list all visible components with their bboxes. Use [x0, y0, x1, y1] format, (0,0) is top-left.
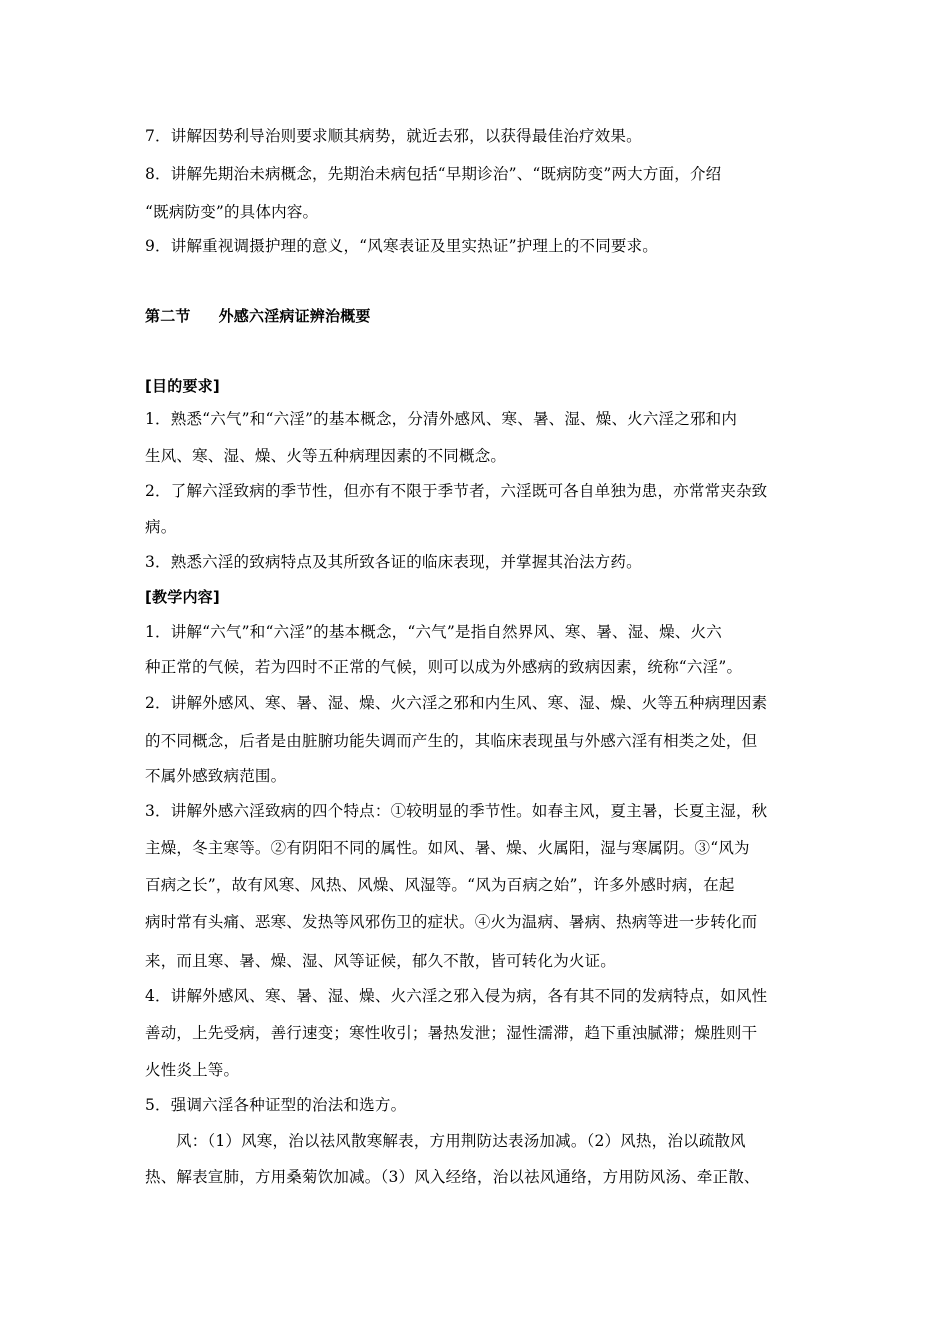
objectives-line: 病。: [145, 518, 177, 536]
teaching-line: 火性炎上等。: [145, 1061, 240, 1079]
wind-line-1: 风：（1）风寒，治以祛风散寒解表，方用荆防达表汤加减。（2）风热，治以疏散风: [176, 1132, 746, 1150]
teaching-line: 1．讲解“六气”和“六淫”的基本概念，“六气”是指自然界风、寒、暑、湿、燥、火六: [145, 623, 722, 641]
item-7: 7．讲解因势利导治则要求顺其病势，就近去邪，以获得最佳治疗效果。: [145, 127, 642, 145]
teaching-line: 2．讲解外感风、寒、暑、湿、燥、火六淫之邪和内生风、寒、湿、燥、火等五种病理因素: [145, 694, 768, 712]
teaching-line: 4．讲解外感风、寒、暑、湿、燥、火六淫之邪入侵为病，各有其不同的发病特点，如风性: [145, 987, 768, 1005]
objectives-line: 3．熟悉六淫的致病特点及其所致各证的临床表现，并掌握其治法方药。: [145, 553, 642, 571]
section-number: 第二节: [145, 307, 191, 325]
section-heading: [145, 305, 810, 327]
objectives-line: 1．熟悉“六气”和“六淫”的基本概念，分清外感风、寒、暑、湿、燥、火六淫之邪和内: [145, 410, 738, 428]
objectives-line: 2．了解六淫致病的季节性，但亦有不限于季节者，六淫既可各自单独为患，亦常常夹杂致: [145, 482, 768, 500]
teaching-line: 百病之长”，故有风寒、风热、风燥、风湿等。“风为百病之始”，许多外感时病，在起: [145, 876, 735, 894]
objectives-heading: [目的要求]: [145, 377, 220, 395]
teaching-heading: [教学内容]: [145, 588, 220, 606]
teaching-line: 来，而且寒、暑、燥、湿、风等证候，郁久不散，皆可转化为火证。: [145, 952, 617, 970]
item-8-line-2: “既病防变”的具体内容。: [145, 203, 319, 221]
teaching-line: 3．讲解外感六淫致病的四个特点：①较明显的季节性。如春主风，夏主暑，长夏主湿，秋: [145, 802, 768, 820]
objectives-line: 生风、寒、湿、燥、火等五种病理因素的不同概念。: [145, 447, 507, 465]
teaching-line: 不属外感致病范围。: [145, 767, 287, 785]
teaching-line: 主燥，冬主寒等。②有阴阳不同的属性。如风、暑、燥、火属阳，湿与寒属阴。③“风为: [145, 839, 750, 857]
teaching-line: 病时常有头痛、恶寒、发热等风邪伤卫的症状。④火为温病、暑病、热病等进一步转化而: [145, 913, 758, 931]
teaching-line: 5．强调六淫各种证型的治法和选方。: [145, 1096, 407, 1114]
item-8-line-1: 8．讲解先期治未病概念，先期治未病包括“早期诊治”、“既病防变”两大方面，介绍: [145, 165, 722, 183]
teaching-line: 种正常的气候，若为四时不正常的气候，则可以成为外感病的致病因素，统称“六淫”。: [145, 658, 743, 676]
section-title: 外感六淫病证辨治概要: [218, 307, 371, 325]
teaching-line: 的不同概念，后者是由脏腑功能失调而产生的，其临床表现虽与外感六淫有相类之处，但: [145, 732, 758, 750]
teaching-line: 善动，上先受病，善行速变；寒性收引；暑热发泄；湿性濡滞，趋下重浊腻滞；燥胜则干: [145, 1024, 758, 1042]
item-9: 9．讲解重视调摄护理的意义，“风寒表证及里实热证”护理上的不同要求。: [145, 237, 659, 255]
wind-line-2: 热、解表宣肺，方用桑菊饮加减。（3）风入经络，治以祛风通络，方用防风汤、牵正散、: [145, 1168, 760, 1186]
